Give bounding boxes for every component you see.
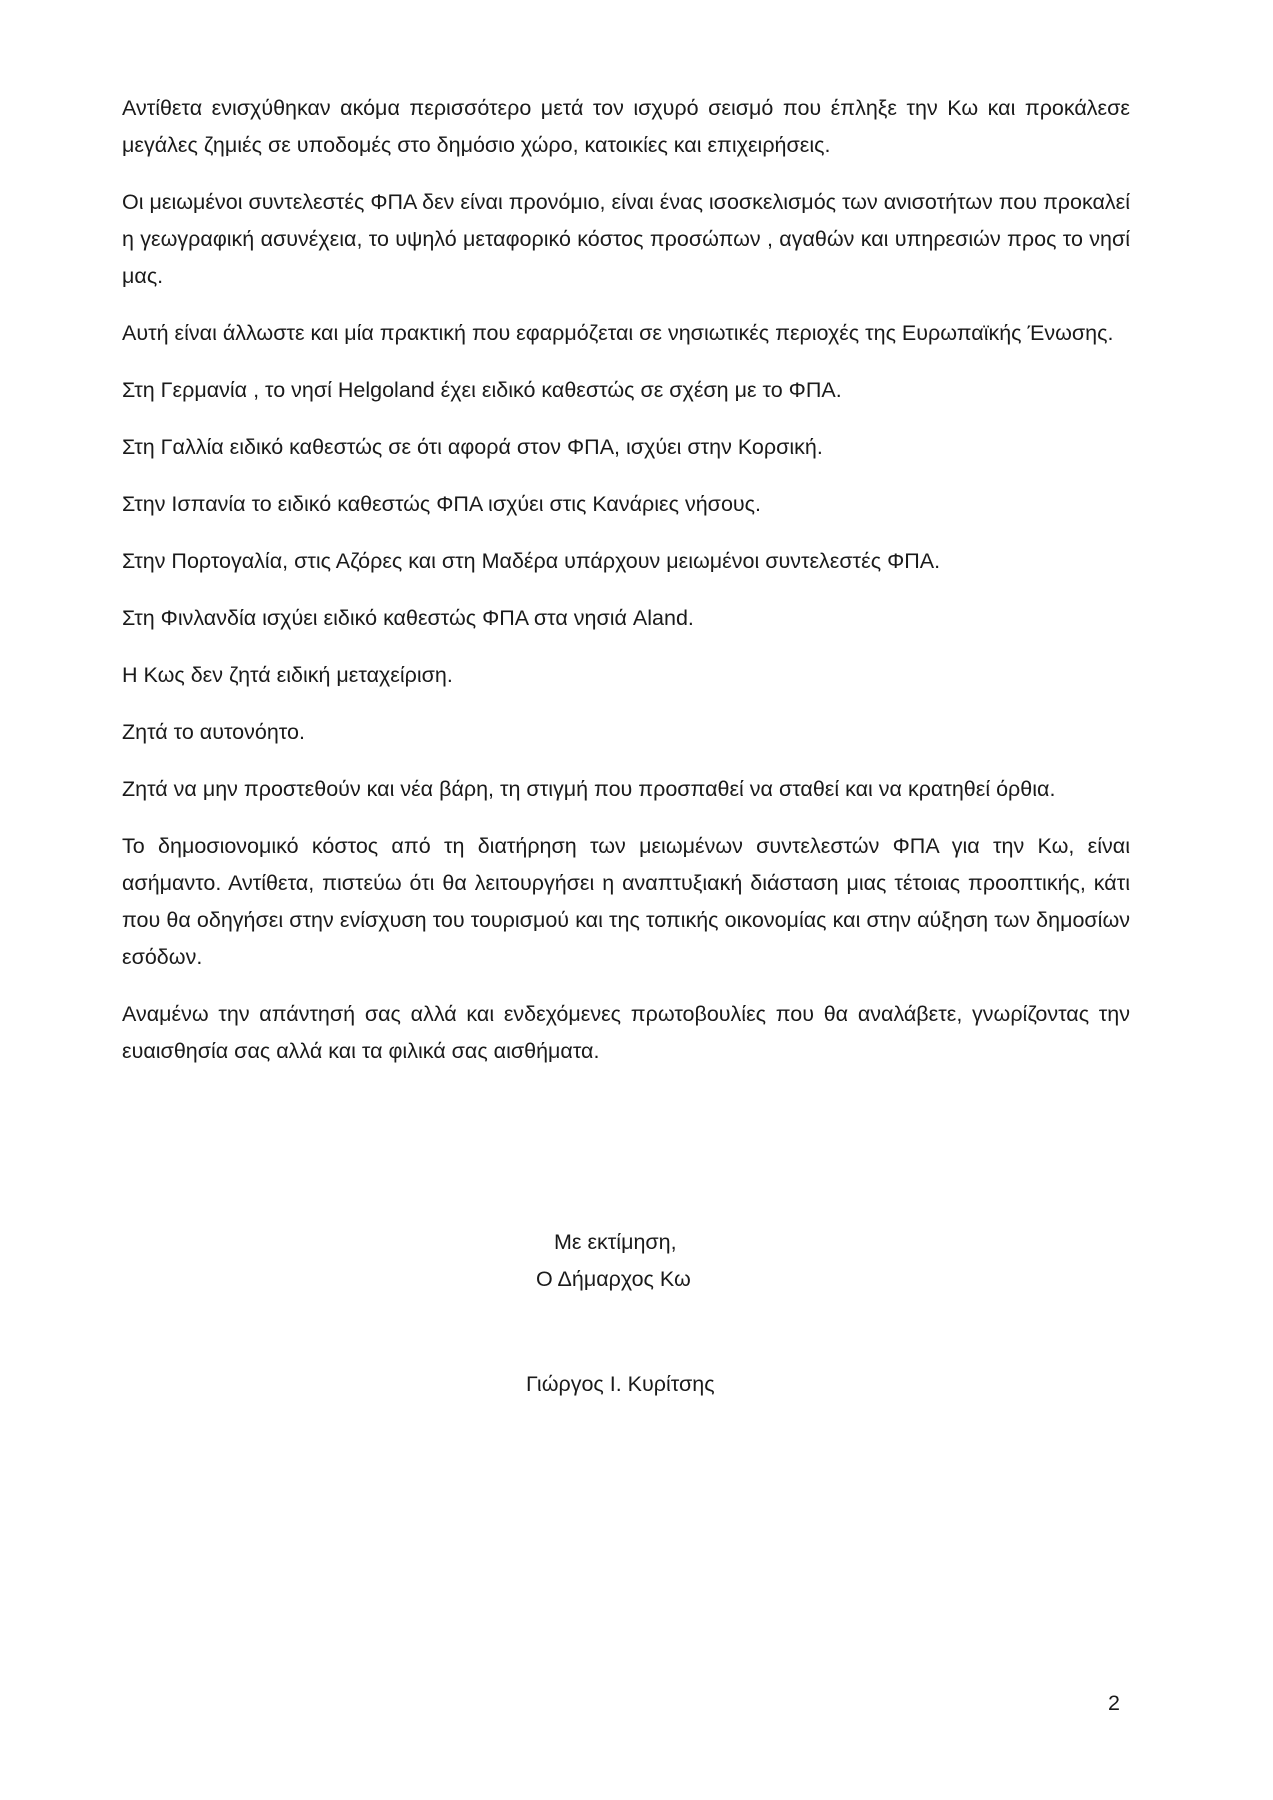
paragraph: Το δημοσιονομικό κόστος από τη διατήρηση των μειωμένων συντελεστών ΦΠΑ για την Κω, είναι ασήμαντο. Αντίθετα, πιστεύω ότι θα λειτουργήσει η αναπτυξιακή διάσταση μιας τέτοιας προοπτικής, κάτι που θα οδηγήσει στην ενίσχυση του τουρισμού και της τοπικής οικονομίας και στην αύξηση των δημοσίων εσόδων. <box>122 834 1130 969</box>
paragraph: Αναμένω την απάντησή σας αλλά και ενδεχόμενες πρωτοβουλίες που θα αναλάβετε, γνωρίζοντας την ευαισθησία σας αλλά και τα φιλικά σας αισθήματα. <box>122 1002 1130 1063</box>
paragraph: Στην Ισπανία το ειδικό καθεστώς ΦΠΑ ισχύει στις Κανάριες νήσους. <box>122 492 761 516</box>
closing-block <box>0 1224 1273 1298</box>
paragraph: Οι μειωμένοι συντελεστές ΦΠΑ δεν είναι προνόμιο, είναι ένας ισοσκελισμός των ανισοτήτων που προκαλεί η γεωγραφική ασυνέχεια, το υψηλό μεταφορικό κόστος προσώπων , αγαθών και υπηρεσιών προς το νησί μας. <box>122 190 1130 288</box>
paragraph: Στη Γερμανία , το νησί Helgoland έχει ειδικό καθεστώς σε σχέση με το ΦΠΑ. <box>122 378 842 402</box>
closing-title: Ο Δήμαρχος Κω <box>536 1267 691 1291</box>
paragraph: Ζητά να μην προστεθούν και νέα βάρη, τη στιγμή που προσπαθεί να σταθεί και να κρατηθεί όρθια. <box>122 777 1056 801</box>
signature-name: Γιώργος Ι. Κυρίτσης <box>526 1372 715 1396</box>
paragraph: Στη Γαλλία ειδικό καθεστώς σε ότι αφορά στον ΦΠΑ, ισχύει στην Κορσική. <box>122 435 823 459</box>
paragraph: Ζητά το αυτονόητο. <box>122 720 305 744</box>
closing-salutation: Με εκτίμηση, <box>554 1230 677 1254</box>
paragraph: Η Κως δεν ζητά ειδική μεταχείριση. <box>122 663 453 687</box>
paragraph: Στην Πορτογαλία, στις Αζόρες και στη Μαδέρα υπάρχουν μειωμένοι συντελεστές ΦΠΑ. <box>122 549 941 573</box>
letter-body <box>122 90 1130 1090</box>
paragraph: Στη Φινλανδία ισχύει ειδικό καθεστώς ΦΠΑ στα νησιά Aland. <box>122 606 694 630</box>
signature-block <box>0 1366 1273 1403</box>
paragraph: Αντίθετα ενισχύθηκαν ακόμα περισσότερο μετά τον ισχυρό σεισμό που έπληξε την Κω και προκάλεσε μεγάλες ζημιές σε υποδομές στο δημόσιο χώρο, κατοικίες και επιχειρήσεις. <box>122 96 1130 157</box>
paragraph: Αυτή είναι άλλωστε και μία πρακτική που εφαρμόζεται σε νησιωτικές περιοχές της Ευρωπαϊκής Ένωσης. <box>122 321 1114 345</box>
page-number: 2 <box>1108 1691 1120 1715</box>
